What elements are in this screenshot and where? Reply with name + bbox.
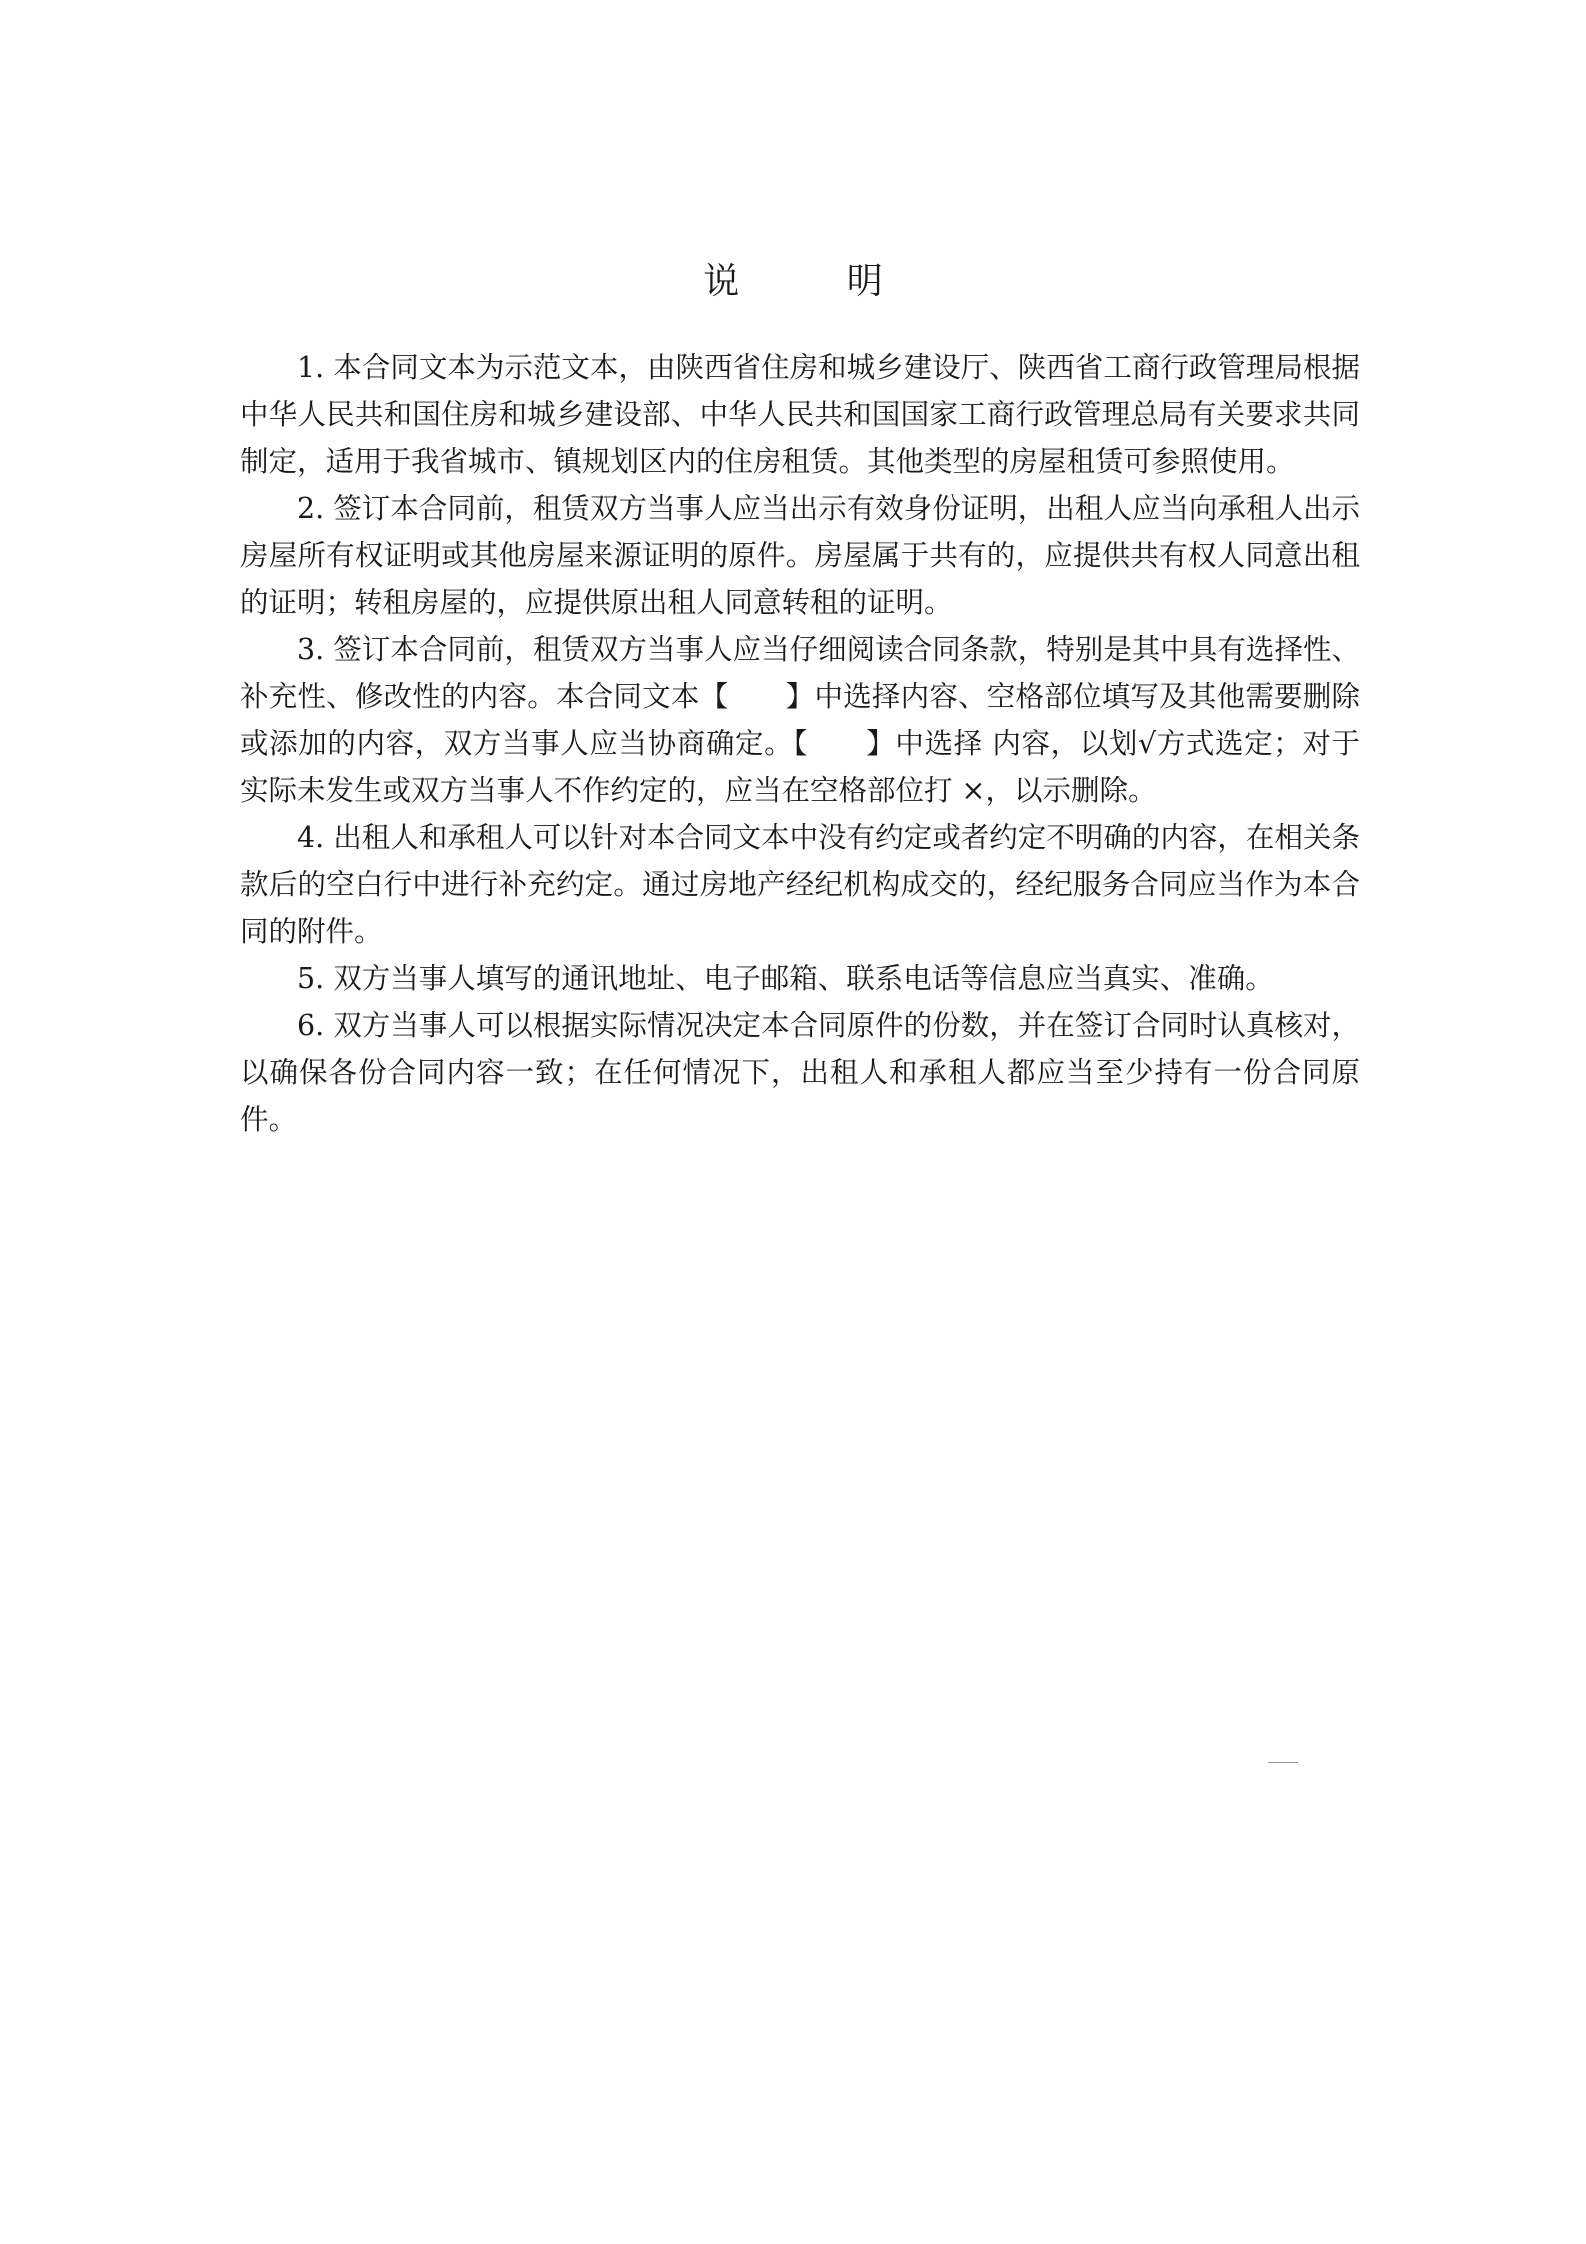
paragraph-2: 2. 签订本合同前，租赁双方当事人应当出示有效身份证明，出租人应当向承租人出示房屋所有权证明或其他房屋来源证明的原件。房屋属于共有的，应提供共有权人同意出租的证明；转租房屋的，应提供原出租人同意转租的证明。	[240, 492, 1360, 619]
paragraph-1: 1. 本合同文本为示范文本，由陕西省住房和城乡建设厅、陕西省工商行政管理局根据中华人民共和国住房和城乡建设部、中华人民共和国国家工商行政管理总局有关要求共同制定，适用于我省城市、镇规划区内的住房租赁。其他类型的房屋租赁可参照使用。	[240, 351, 1360, 478]
paragraph-5: 5. 双方当事人填写的通讯地址、电子邮箱、联系电话等信息应当真实、准确。	[297, 962, 1274, 995]
paragraph-4: 4. 出租人和承租人可以针对本合同文本中没有约定或者约定不明确的内容，在相关条款后的空白行中进行补充约定。通过房地产经纪机构成交的，经纪服务合同应当作为本合同的附件。	[240, 821, 1360, 948]
paragraph-3: 3. 签订本合同前，租赁双方当事人应当仔细阅读合同条款，特别是其中具有选择性、补充性、修改性的内容。本合同文本【 】中选择内容、空格部位填写及其他需要删除或添加的内容，双方当事人应当协商确定。【 】中选择 内容，以划√方式选定；对于实际未发生或双方当事人不作约定的，应当在空格部位打 ×，以示删除。	[240, 633, 1360, 807]
page-footer-mark	[1268, 1762, 1298, 1763]
page-title: 说 明	[703, 261, 931, 302]
paragraph-6: 6. 双方当事人可以根据实际情况决定本合同原件的份数，并在签订合同时认真核对，以确保各份合同内容一致；在任何情况下，出租人和承租人都应当至少持有一份合同原件。	[240, 1009, 1360, 1136]
document-body	[240, 344, 1360, 1143]
